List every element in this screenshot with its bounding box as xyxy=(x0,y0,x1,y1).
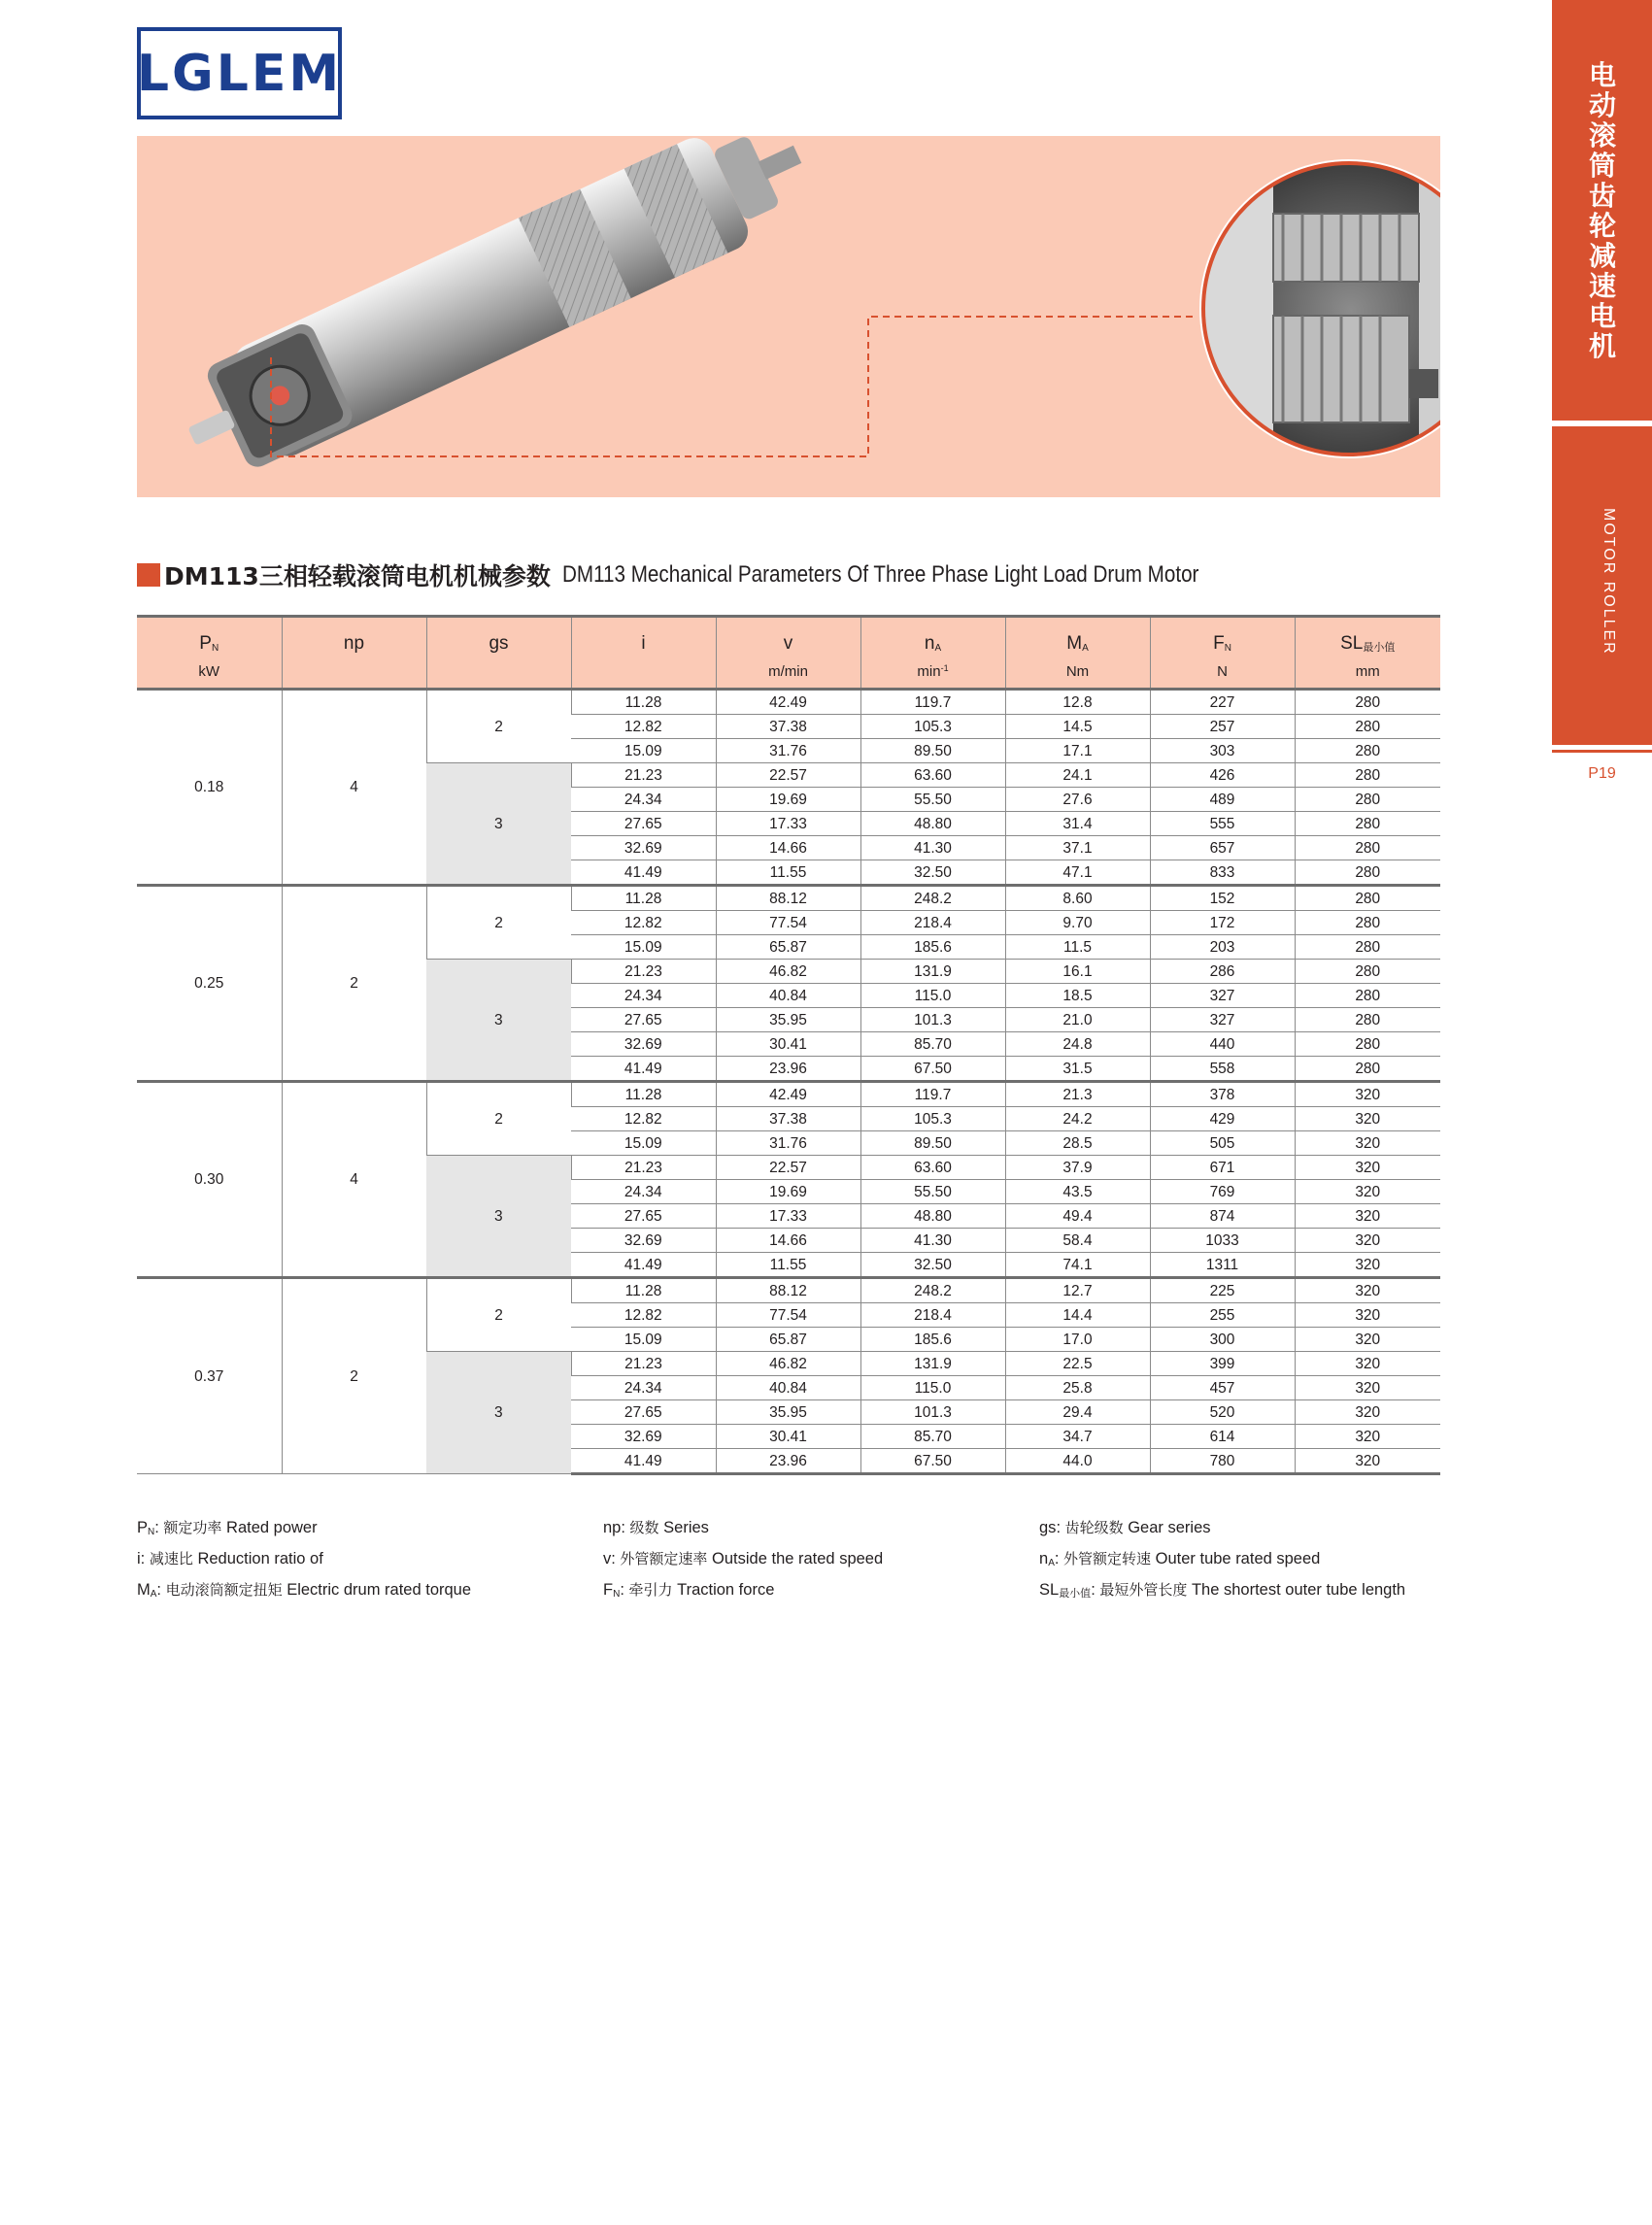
cell-i: 32.69 xyxy=(571,1229,716,1253)
legend-en: Outer tube rated speed xyxy=(1155,1550,1321,1568)
cell-i: 12.82 xyxy=(571,911,716,935)
cell-np: 2 xyxy=(282,886,426,1082)
cell-v: 46.82 xyxy=(716,960,860,984)
legend-cn: 级数 xyxy=(629,1519,659,1536)
legend-item: $M_A$: 电动滚筒额定扭矩 Electric drum rated torque xyxy=(137,1581,472,1600)
header-v: v xyxy=(716,617,860,656)
cell-sl: 320 xyxy=(1295,1180,1440,1204)
cell-fn: 874 xyxy=(1150,1204,1295,1229)
cell-fn: 300 xyxy=(1150,1328,1295,1352)
cell-sl: 280 xyxy=(1295,1057,1440,1082)
cell-i: 24.34 xyxy=(571,1180,716,1204)
legend-symbol-sub: A xyxy=(150,1589,157,1600)
cell-fn: 657 xyxy=(1150,836,1295,860)
legend-symbol: n xyxy=(1039,1550,1049,1568)
cell-i: 32.69 xyxy=(571,1425,716,1449)
cell-v: 23.96 xyxy=(716,1449,860,1474)
cell-v: 14.66 xyxy=(716,836,860,860)
header-i: i xyxy=(571,617,716,656)
cell-na: 67.50 xyxy=(860,1057,1005,1082)
cell-ma: 12.7 xyxy=(1005,1278,1150,1303)
cell-na: 41.30 xyxy=(860,836,1005,860)
cell-fn: 152 xyxy=(1150,886,1295,911)
cell-na: 89.50 xyxy=(860,1131,1005,1156)
legend-item: $n_A$: 外管额定转速 Outer tube rated speed xyxy=(1039,1550,1321,1568)
cell-sl: 320 xyxy=(1295,1107,1440,1131)
cell-na: 101.3 xyxy=(860,1008,1005,1032)
cell-fn: 203 xyxy=(1150,935,1295,960)
legend-symbol: M xyxy=(137,1581,151,1599)
cell-i: 11.28 xyxy=(571,886,716,911)
cell-na: 131.9 xyxy=(860,960,1005,984)
cell-i: 21.23 xyxy=(571,960,716,984)
cell-na: 218.4 xyxy=(860,911,1005,935)
legend-item: np: 级数 Series xyxy=(603,1519,709,1536)
legend-column-1 xyxy=(137,1512,471,1605)
cell-fn: 833 xyxy=(1150,860,1295,886)
side-tab-underline xyxy=(1552,750,1652,753)
cell-i: 21.23 xyxy=(571,763,716,788)
cell-v: 65.87 xyxy=(716,1328,860,1352)
cell-fn: 671 xyxy=(1150,1156,1295,1180)
cell-v: 14.66 xyxy=(716,1229,860,1253)
cell-na: 67.50 xyxy=(860,1449,1005,1474)
unit-gs xyxy=(426,655,571,690)
cell-fn: 1311 xyxy=(1150,1253,1295,1278)
cell-fn: 399 xyxy=(1150,1352,1295,1376)
cell-i: 24.34 xyxy=(571,984,716,1008)
cell-i: 24.34 xyxy=(571,1376,716,1400)
cell-fn: 505 xyxy=(1150,1131,1295,1156)
legend-en: Rated power xyxy=(226,1519,318,1536)
legend-cn: 外管额定速率 xyxy=(620,1550,708,1568)
cell-ma: 74.1 xyxy=(1005,1253,1150,1278)
cell-gs: 3 xyxy=(426,763,571,886)
legend-symbol: i xyxy=(137,1550,141,1568)
cell-sl: 280 xyxy=(1295,788,1440,812)
cell-ma: 24.2 xyxy=(1005,1107,1150,1131)
cell-fn: 225 xyxy=(1150,1278,1295,1303)
table-unit-row xyxy=(137,655,1440,690)
legend-item: i: 减速比 Reduction ratio of xyxy=(137,1550,323,1568)
cell-pn: 0.18 xyxy=(137,690,282,886)
table-row xyxy=(137,1278,1440,1303)
cell-ma: 14.4 xyxy=(1005,1303,1150,1328)
parameter-table xyxy=(137,615,1440,1475)
cell-ma: 11.5 xyxy=(1005,935,1150,960)
unit-ma: Nm xyxy=(1005,655,1150,690)
cell-np: 4 xyxy=(282,690,426,886)
cell-na: 55.50 xyxy=(860,788,1005,812)
cell-v: 30.41 xyxy=(716,1032,860,1057)
cell-sl: 320 xyxy=(1295,1156,1440,1180)
cell-gs: 2 xyxy=(426,1082,571,1156)
legend-cn: 牵引力 xyxy=(628,1581,673,1599)
cell-sl: 280 xyxy=(1295,715,1440,739)
legend-symbol: v xyxy=(603,1550,612,1568)
cell-ma: 27.6 xyxy=(1005,788,1150,812)
side-tab-title xyxy=(1552,0,1652,421)
legend-en: Outside the rated speed xyxy=(712,1550,884,1568)
cell-v: 17.33 xyxy=(716,1204,860,1229)
cell-ma: 31.4 xyxy=(1005,812,1150,836)
header-ma: $M_A$ xyxy=(1005,617,1150,656)
cell-ma: 14.5 xyxy=(1005,715,1150,739)
cell-v: 42.49 xyxy=(716,690,860,715)
cell-i: 41.49 xyxy=(571,1253,716,1278)
cell-i: 21.23 xyxy=(571,1156,716,1180)
cell-i: 27.65 xyxy=(571,1400,716,1425)
cell-na: 48.80 xyxy=(860,812,1005,836)
cell-v: 46.82 xyxy=(716,1352,860,1376)
cell-fn: 489 xyxy=(1150,788,1295,812)
cell-ma: 9.70 xyxy=(1005,911,1150,935)
cell-ma: 16.1 xyxy=(1005,960,1150,984)
cell-fn: 426 xyxy=(1150,763,1295,788)
cell-ma: 44.0 xyxy=(1005,1449,1150,1474)
cell-sl: 320 xyxy=(1295,1131,1440,1156)
cell-i: 15.09 xyxy=(571,739,716,763)
cell-sl: 320 xyxy=(1295,1449,1440,1474)
cell-v: 22.57 xyxy=(716,1156,860,1180)
cell-sl: 280 xyxy=(1295,1032,1440,1057)
legend-item: gs: 齿轮级数 Gear series xyxy=(1039,1519,1211,1536)
cell-i: 24.34 xyxy=(571,788,716,812)
cell-na: 105.3 xyxy=(860,715,1005,739)
cell-ma: 12.8 xyxy=(1005,690,1150,715)
cell-na: 131.9 xyxy=(860,1352,1005,1376)
header-gs: gs xyxy=(426,617,571,656)
cell-fn: 255 xyxy=(1150,1303,1295,1328)
cell-fn: 286 xyxy=(1150,960,1295,984)
cell-i: 15.09 xyxy=(571,1131,716,1156)
cell-v: 23.96 xyxy=(716,1057,860,1082)
legend-cn: 齿轮级数 xyxy=(1064,1519,1124,1536)
side-tab-title-en: MOTOR ROLLER xyxy=(1601,508,1617,656)
legend-en: Reduction ratio of xyxy=(197,1550,323,1568)
legend-item: v: 外管额定速率 Outside the rated speed xyxy=(603,1550,884,1568)
section-title-cn: DM113三相轻载滚筒电机机械参数 xyxy=(164,562,551,590)
legend-cn: 额定功率 xyxy=(163,1519,222,1536)
cell-na: 185.6 xyxy=(860,935,1005,960)
cell-na: 105.3 xyxy=(860,1107,1005,1131)
cell-na: 63.60 xyxy=(860,763,1005,788)
cell-gs: 2 xyxy=(426,1278,571,1352)
legend-symbol: np xyxy=(603,1519,622,1536)
cell-gs: 2 xyxy=(426,690,571,763)
cell-v: 22.57 xyxy=(716,763,860,788)
legend-column-2 xyxy=(603,1512,883,1605)
side-tab-category xyxy=(1552,426,1652,745)
brand-logo xyxy=(137,27,342,119)
cell-i: 15.09 xyxy=(571,935,716,960)
cell-sl: 280 xyxy=(1295,886,1440,911)
unit-i xyxy=(571,655,716,690)
cell-sl: 280 xyxy=(1295,690,1440,715)
cell-fn: 780 xyxy=(1150,1449,1295,1474)
cell-pn: 0.30 xyxy=(137,1082,282,1278)
cell-na: 119.7 xyxy=(860,690,1005,715)
table-header-row xyxy=(137,617,1440,656)
cell-na: 85.70 xyxy=(860,1425,1005,1449)
unit-v: m/min xyxy=(716,655,860,690)
cell-fn: 520 xyxy=(1150,1400,1295,1425)
cell-v: 88.12 xyxy=(716,1278,860,1303)
cell-i: 41.49 xyxy=(571,1057,716,1082)
cell-ma: 24.8 xyxy=(1005,1032,1150,1057)
cell-fn: 769 xyxy=(1150,1180,1295,1204)
cell-fn: 303 xyxy=(1150,739,1295,763)
cell-fn: 327 xyxy=(1150,984,1295,1008)
legend-cn: 外管额定转速 xyxy=(1063,1550,1152,1568)
cell-sl: 320 xyxy=(1295,1082,1440,1107)
cell-i: 11.28 xyxy=(571,690,716,715)
cell-sl: 320 xyxy=(1295,1376,1440,1400)
cell-ma: 25.8 xyxy=(1005,1376,1150,1400)
cell-v: 17.33 xyxy=(716,812,860,836)
cell-na: 55.50 xyxy=(860,1180,1005,1204)
legend-symbol-sub: 最小值 xyxy=(1059,1587,1092,1600)
cell-na: 89.50 xyxy=(860,739,1005,763)
cell-sl: 280 xyxy=(1295,763,1440,788)
legend-symbol: P xyxy=(137,1519,149,1536)
cell-i: 41.49 xyxy=(571,1449,716,1474)
cell-sl: 320 xyxy=(1295,1400,1440,1425)
cell-np: 2 xyxy=(282,1278,426,1474)
cell-na: 32.50 xyxy=(860,860,1005,886)
cell-fn: 457 xyxy=(1150,1376,1295,1400)
cell-v: 11.55 xyxy=(716,1253,860,1278)
unit-fn: N xyxy=(1150,655,1295,690)
cell-sl: 320 xyxy=(1295,1204,1440,1229)
cell-ma: 43.5 xyxy=(1005,1180,1150,1204)
cell-ma: 47.1 xyxy=(1005,860,1150,886)
drum-motor-illustration xyxy=(137,136,1440,497)
section-title xyxy=(137,560,1302,590)
cell-v: 77.54 xyxy=(716,911,860,935)
cell-sl: 280 xyxy=(1295,960,1440,984)
cell-sl: 280 xyxy=(1295,1008,1440,1032)
cell-fn: 378 xyxy=(1150,1082,1295,1107)
cell-fn: 429 xyxy=(1150,1107,1295,1131)
cell-v: 31.76 xyxy=(716,1131,860,1156)
unit-sl: mm xyxy=(1295,655,1440,690)
cell-v: 11.55 xyxy=(716,860,860,886)
legend-cn: 减速比 xyxy=(149,1550,193,1568)
legend-symbol-sub: A xyxy=(1048,1558,1055,1568)
cell-sl: 280 xyxy=(1295,984,1440,1008)
cell-ma: 37.1 xyxy=(1005,836,1150,860)
cell-ma: 17.0 xyxy=(1005,1328,1150,1352)
header-na: $n_A$ xyxy=(860,617,1005,656)
cell-ma: 29.4 xyxy=(1005,1400,1150,1425)
cell-v: 42.49 xyxy=(716,1082,860,1107)
cell-fn: 558 xyxy=(1150,1057,1295,1082)
cell-sl: 320 xyxy=(1295,1278,1440,1303)
cell-ma: 37.9 xyxy=(1005,1156,1150,1180)
cell-i: 27.65 xyxy=(571,1204,716,1229)
cell-sl: 320 xyxy=(1295,1328,1440,1352)
cell-ma: 17.1 xyxy=(1005,739,1150,763)
cell-na: 218.4 xyxy=(860,1303,1005,1328)
cell-ma: 28.5 xyxy=(1005,1131,1150,1156)
cell-v: 65.87 xyxy=(716,935,860,960)
cell-i: 11.28 xyxy=(571,1278,716,1303)
cell-pn: 0.37 xyxy=(137,1278,282,1474)
side-tab-title-cn: 电动滚筒齿轮减速电机 xyxy=(1588,59,1616,362)
cell-fn: 614 xyxy=(1150,1425,1295,1449)
cell-ma: 18.5 xyxy=(1005,984,1150,1008)
cell-i: 27.65 xyxy=(571,812,716,836)
cell-ma: 21.0 xyxy=(1005,1008,1150,1032)
cell-na: 85.70 xyxy=(860,1032,1005,1057)
legend-symbol: SL xyxy=(1039,1581,1060,1599)
header-np: np xyxy=(282,617,426,656)
cell-v: 40.84 xyxy=(716,984,860,1008)
unit-pn: kW xyxy=(137,655,282,690)
legend-symbol-sub: N xyxy=(148,1527,155,1537)
cell-i: 12.82 xyxy=(571,1107,716,1131)
legend-cn: 电动滚筒额定扭矩 xyxy=(165,1581,283,1599)
cell-v: 19.69 xyxy=(716,1180,860,1204)
cell-ma: 22.5 xyxy=(1005,1352,1150,1376)
cell-sl: 280 xyxy=(1295,836,1440,860)
cell-i: 21.23 xyxy=(571,1352,716,1376)
cell-ma: 31.5 xyxy=(1005,1057,1150,1082)
cell-v: 37.38 xyxy=(716,1107,860,1131)
section-title-en: DM113 Mechanical Parameters Of Three Phase Light Load Drum Motor xyxy=(561,561,1199,588)
unit-na: $\min^{-1}$ xyxy=(860,655,1005,690)
header-pn: $P_N$ xyxy=(137,617,282,656)
cell-fn: 327 xyxy=(1150,1008,1295,1032)
cell-sl: 320 xyxy=(1295,1303,1440,1328)
cell-na: 32.50 xyxy=(860,1253,1005,1278)
legend-en: Series xyxy=(663,1519,709,1536)
cell-fn: 555 xyxy=(1150,812,1295,836)
cell-v: 77.54 xyxy=(716,1303,860,1328)
cell-i: 41.49 xyxy=(571,860,716,886)
page-number: P19 xyxy=(1588,765,1616,782)
legend-symbol: gs xyxy=(1039,1519,1057,1536)
cell-na: 101.3 xyxy=(860,1400,1005,1425)
legend-cn: 最短外管长度 xyxy=(1099,1581,1188,1599)
cell-v: 31.76 xyxy=(716,739,860,763)
cell-sl: 280 xyxy=(1295,812,1440,836)
cell-v: 19.69 xyxy=(716,788,860,812)
cell-na: 185.6 xyxy=(860,1328,1005,1352)
cell-fn: 440 xyxy=(1150,1032,1295,1057)
cell-sl: 320 xyxy=(1295,1253,1440,1278)
legend-en: Electric drum rated torque xyxy=(287,1581,472,1599)
table-row xyxy=(137,886,1440,911)
table-row xyxy=(137,1082,1440,1107)
cell-gs: 3 xyxy=(426,960,571,1082)
legend-en: Traction force xyxy=(677,1581,775,1599)
cell-ma: 24.1 xyxy=(1005,763,1150,788)
cell-sl: 320 xyxy=(1295,1425,1440,1449)
cell-v: 35.95 xyxy=(716,1400,860,1425)
cell-ma: 34.7 xyxy=(1005,1425,1150,1449)
cell-i: 27.65 xyxy=(571,1008,716,1032)
cell-i: 15.09 xyxy=(571,1328,716,1352)
cell-fn: 257 xyxy=(1150,715,1295,739)
section-marker-square xyxy=(137,563,160,587)
cell-i: 11.28 xyxy=(571,1082,716,1107)
table-body xyxy=(137,690,1440,1474)
cell-i: 32.69 xyxy=(571,1032,716,1057)
cell-i: 12.82 xyxy=(571,1303,716,1328)
cell-na: 63.60 xyxy=(860,1156,1005,1180)
cell-np: 4 xyxy=(282,1082,426,1278)
legend-symbol-sub: N xyxy=(613,1589,621,1600)
header-fn: $F_N$ xyxy=(1150,617,1295,656)
cell-na: 115.0 xyxy=(860,1376,1005,1400)
cell-i: 12.82 xyxy=(571,715,716,739)
legend-column-3 xyxy=(1039,1512,1405,1605)
table-row xyxy=(137,690,1440,715)
cell-na: 115.0 xyxy=(860,984,1005,1008)
cell-gs: 3 xyxy=(426,1352,571,1474)
header-sl: $SL_{最小值}$ xyxy=(1295,617,1440,656)
cell-na: 248.2 xyxy=(860,1278,1005,1303)
cell-fn: 1033 xyxy=(1150,1229,1295,1253)
cell-sl: 320 xyxy=(1295,1352,1440,1376)
cell-fn: 227 xyxy=(1150,690,1295,715)
cell-ma: 21.3 xyxy=(1005,1082,1150,1107)
legend-item: $P_N$: 额定功率 Rated power xyxy=(137,1519,318,1537)
cell-sl: 280 xyxy=(1295,739,1440,763)
legend-en: The shortest outer tube length xyxy=(1191,1581,1406,1599)
cell-i: 32.69 xyxy=(571,836,716,860)
cell-na: 41.30 xyxy=(860,1229,1005,1253)
cell-v: 35.95 xyxy=(716,1008,860,1032)
cell-v: 40.84 xyxy=(716,1376,860,1400)
cell-sl: 320 xyxy=(1295,1229,1440,1253)
legend-symbol: F xyxy=(603,1581,614,1599)
cell-ma: 49.4 xyxy=(1005,1204,1150,1229)
cell-ma: 8.60 xyxy=(1005,886,1150,911)
legend-item: $F_N$: 牵引力 Traction force xyxy=(603,1581,775,1600)
cell-v: 37.38 xyxy=(716,715,860,739)
legend-item: $SL_{最小值}$: 最短外管长度 The shortest outer tube length xyxy=(1039,1581,1406,1600)
legend-en: Gear series xyxy=(1128,1519,1211,1536)
cell-sl: 280 xyxy=(1295,860,1440,886)
cell-pn: 0.25 xyxy=(137,886,282,1082)
cell-sl: 280 xyxy=(1295,911,1440,935)
cell-ma: 58.4 xyxy=(1005,1229,1150,1253)
cell-v: 88.12 xyxy=(716,886,860,911)
cell-sl: 280 xyxy=(1295,935,1440,960)
cell-fn: 172 xyxy=(1150,911,1295,935)
brand-logo-text: LGLEM xyxy=(136,44,343,103)
cell-gs: 3 xyxy=(426,1156,571,1278)
cell-na: 48.80 xyxy=(860,1204,1005,1229)
cell-gs: 2 xyxy=(426,886,571,960)
cell-v: 30.41 xyxy=(716,1425,860,1449)
cell-na: 119.7 xyxy=(860,1082,1005,1107)
hero-banner xyxy=(137,136,1440,497)
cell-na: 248.2 xyxy=(860,886,1005,911)
unit-np xyxy=(282,655,426,690)
